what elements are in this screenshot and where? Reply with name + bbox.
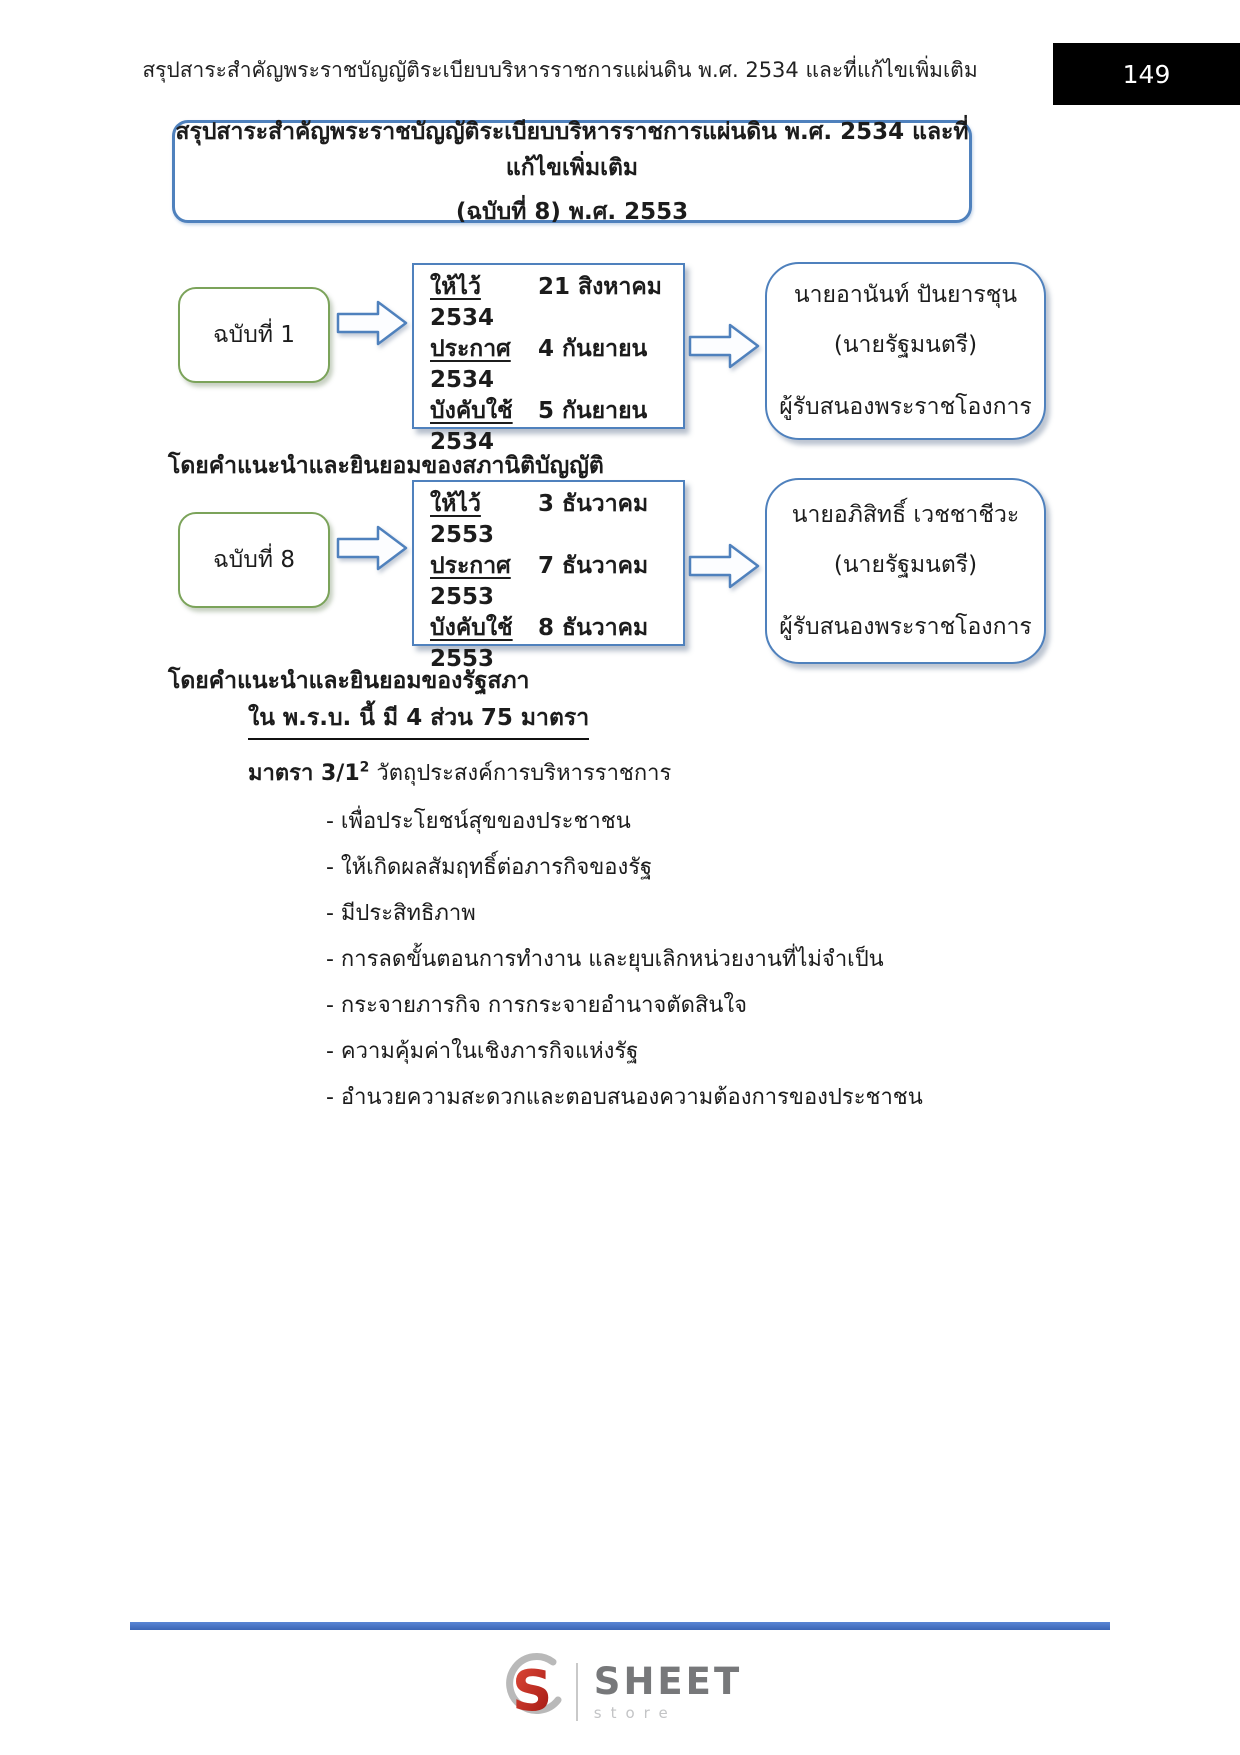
sheet-store-logo-icon	[498, 1652, 564, 1732]
list-item: - อำนวยความสะดวกและตอบสนองความต้องการของประชาชน	[326, 1085, 923, 1110]
date-line	[430, 486, 679, 548]
objective-list	[248, 806, 1088, 1113]
article-text: วัตถุประสงค์การบริหารราชการ	[369, 761, 672, 786]
brand-text	[593, 1659, 743, 1722]
date-line	[430, 269, 679, 331]
edition-1-dates-box	[412, 263, 685, 455]
date-value: 7 ธันวาคม 2553	[430, 553, 649, 610]
list-item: - กระจายภารกิจ การกระจายอำนาจตัดสินใจ	[326, 993, 747, 1018]
content-block	[248, 700, 1088, 1128]
article-line	[248, 755, 1088, 790]
page-number-badge: 149	[1053, 43, 1240, 105]
date-label: ประกาศ	[430, 553, 511, 579]
list-item: - มีประสิทธิภาพ	[326, 901, 476, 926]
section-heading: ใน พ.ร.บ. นี้ มี 4 ส่วน 75 มาตรา	[248, 700, 589, 740]
list-item: - ให้เกิดผลสัมฤทธิ์ต่อภารกิจของรัฐ	[326, 855, 653, 880]
right-arrow-icon	[336, 525, 408, 571]
summary-title-line2: (ฉบับที่ 8) พ.ศ. 2553	[455, 198, 689, 225]
edition-2-signer-box	[765, 478, 1046, 664]
right-arrow-icon	[336, 300, 408, 346]
date-label: ให้ไว้	[430, 274, 481, 300]
date-value: 8 ธันวาคม 2553	[430, 615, 649, 672]
list-item: - ความคุ้มค่าในเชิงภารกิจแห่งรัฐ	[326, 1039, 639, 1064]
date-label: บังคับใช้	[430, 398, 513, 424]
brand-mark-letter: S	[511, 1659, 553, 1724]
summary-title-box	[172, 120, 972, 223]
brand-subtext: store	[593, 1703, 677, 1722]
right-arrow-icon	[688, 543, 760, 589]
date-label: ให้ไว้	[430, 491, 481, 517]
summary-title-line1: สรุปสาระสำคัญพระราชบัญญัติระเบียบบริหารราชการแผ่นดิน พ.ศ. 2534 และที่แก้ไขเพิ่มเติม	[175, 118, 969, 181]
edition-1-caption: โดยคำแนะนำและยินยอมของสภานิติบัญญัติ	[168, 453, 604, 479]
logo-divider	[576, 1663, 578, 1721]
date-line	[430, 331, 679, 393]
edition-2-label-box	[178, 512, 330, 608]
signer-role: ผู้รับสนองพระราชโองการ	[779, 394, 1032, 420]
date-line	[430, 393, 679, 455]
date-value: 4 กันยายน 2534	[430, 336, 648, 393]
date-line	[430, 548, 679, 610]
edition-1-label: ฉบับที่ 1	[213, 322, 295, 348]
right-arrow-icon	[688, 323, 760, 369]
signer-name: นายอานันท์ ปันยารชุน	[793, 282, 1018, 308]
edition-2-label: ฉบับที่ 8	[213, 547, 295, 573]
date-value: 3 ธันวาคม 2553	[430, 491, 649, 548]
edition-1-label-box	[178, 287, 330, 383]
edition-1-signer-box	[765, 262, 1046, 440]
footer-divider	[130, 1622, 1110, 1630]
signer-title: (นายรัฐมนตรี)	[833, 552, 978, 578]
signer-name: นายอภิสิทธิ์ เวชชาชีวะ	[791, 502, 1020, 528]
date-value: 5 กันยายน 2534	[430, 398, 648, 455]
signer-title: (นายรัฐมนตรี)	[833, 332, 978, 358]
article-superscript: 2	[359, 759, 370, 776]
edition-2-caption: โดยคำแนะนำและยินยอมของรัฐสภา	[168, 668, 530, 694]
date-value: 21 สิงหาคม 2534	[430, 274, 662, 331]
edition-2-dates-box	[412, 480, 685, 672]
list-item: - เพื่อประโยชน์สุขของประชาชน	[326, 809, 631, 834]
date-label: ประกาศ	[430, 336, 511, 362]
page-header-title: สรุปสาระสำคัญพระราชบัญญัติระเบียบบริหารราชการแผ่นดิน พ.ศ. 2534 และที่แก้ไขเพิ่มเติม	[142, 58, 978, 82]
signer-role: ผู้รับสนองพระราชโองการ	[779, 614, 1032, 640]
list-item: - การลดขั้นตอนการทำงาน และยุบเลิกหน่วยงานที่ไม่จำเป็น	[326, 947, 884, 972]
brand-logo	[0, 1646, 1240, 1738]
date-label: บังคับใช้	[430, 615, 513, 641]
brand-name: SHEET	[593, 1659, 743, 1703]
article-label: มาตรา 3/1	[248, 761, 360, 786]
